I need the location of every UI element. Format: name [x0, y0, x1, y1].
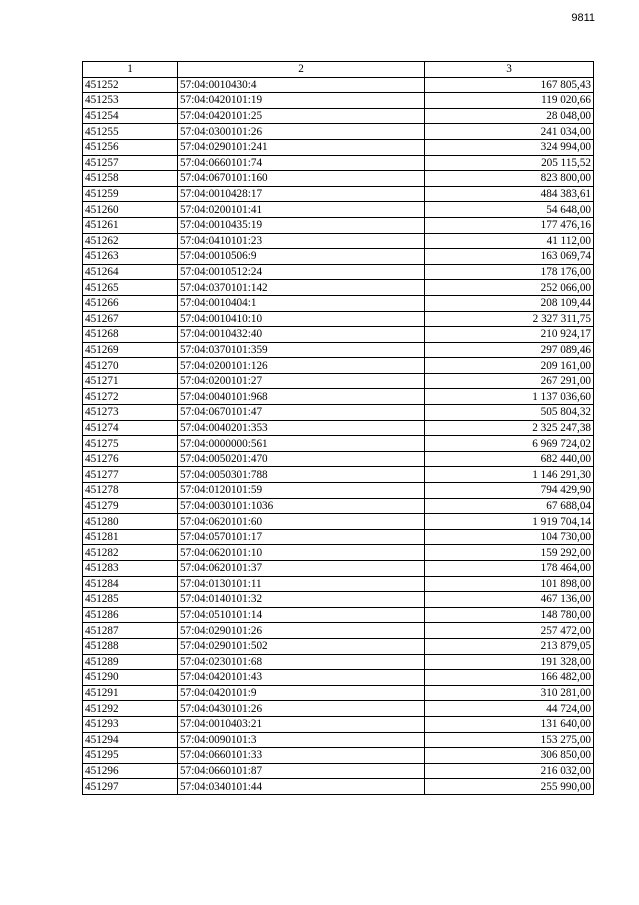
- table-row: [83, 280, 594, 296]
- table-row: [83, 342, 594, 358]
- record-number: 451295: [83, 748, 178, 764]
- cadastral-value: 104 730,00: [425, 529, 594, 545]
- cadastral-number: 57:04:0620101:10: [178, 545, 425, 561]
- record-number: 451265: [83, 280, 178, 296]
- table-row: [83, 77, 594, 93]
- cadastral-number: 57:04:0420101:25: [178, 108, 425, 124]
- record-number: 451278: [83, 483, 178, 499]
- cadastral-value: 54 648,00: [425, 202, 594, 218]
- cadastral-value: 153 275,00: [425, 732, 594, 748]
- table-row: [83, 670, 594, 686]
- table-row: [83, 389, 594, 405]
- table-row: [83, 202, 594, 218]
- cadastral-value: 205 115,52: [425, 155, 594, 171]
- cadastral-number: 57:04:0010430:4: [178, 77, 425, 93]
- table-row: [83, 514, 594, 530]
- record-number: 451288: [83, 638, 178, 654]
- cadastral-number: 57:04:0660101:74: [178, 155, 425, 171]
- table-row: [83, 139, 594, 155]
- cadastral-number: 57:04:0010432:40: [178, 327, 425, 343]
- table-row: [83, 685, 594, 701]
- record-number: 451270: [83, 358, 178, 374]
- table-row: [83, 295, 594, 311]
- cadastral-number: 57:04:0010403:21: [178, 716, 425, 732]
- record-number: 451272: [83, 389, 178, 405]
- cadastral-number: 57:04:0010428:17: [178, 186, 425, 202]
- table-row: [83, 498, 594, 514]
- cadastral-number: 57:04:0370101:142: [178, 280, 425, 296]
- record-number: 451279: [83, 498, 178, 514]
- record-number: 451277: [83, 467, 178, 483]
- record-number: 451285: [83, 592, 178, 608]
- cadastral-number: 57:04:0370101:359: [178, 342, 425, 358]
- cadastral-number: 57:04:0290101:241: [178, 139, 425, 155]
- cadastral-number: 57:04:0670101:47: [178, 405, 425, 421]
- cadastral-number: 57:04:0010404:1: [178, 295, 425, 311]
- table-row: [83, 779, 594, 795]
- cadastral-number: 57:04:0040101:968: [178, 389, 425, 405]
- cadastral-number: 57:04:0570101:17: [178, 529, 425, 545]
- table-row: [83, 748, 594, 764]
- table-row: [83, 311, 594, 327]
- cadastral-number: 57:04:0090101:3: [178, 732, 425, 748]
- cadastral-number: 57:04:0030101:1036: [178, 498, 425, 514]
- record-number: 451282: [83, 545, 178, 561]
- table-row: [83, 654, 594, 670]
- record-number: 451253: [83, 93, 178, 109]
- record-number: 451284: [83, 576, 178, 592]
- header-row: [83, 62, 594, 78]
- cadastral-value: 28 048,00: [425, 108, 594, 124]
- cadastral-value: 177 476,16: [425, 217, 594, 233]
- header-col-2: 2: [178, 62, 425, 78]
- cadastral-number: 57:04:0290101:502: [178, 638, 425, 654]
- record-number: 451264: [83, 264, 178, 280]
- record-number: 451254: [83, 108, 178, 124]
- record-number: 451255: [83, 124, 178, 140]
- cadastral-value: 159 292,00: [425, 545, 594, 561]
- table-row: [83, 233, 594, 249]
- cadastral-value: 178 176,00: [425, 264, 594, 280]
- cadastral-number: 57:04:0040201:353: [178, 420, 425, 436]
- record-number: 451291: [83, 685, 178, 701]
- cadastral-number: 57:04:0660101:87: [178, 763, 425, 779]
- table-row: [83, 763, 594, 779]
- record-number: 451267: [83, 311, 178, 327]
- table-row: [83, 529, 594, 545]
- record-number: 451271: [83, 373, 178, 389]
- cadastral-number: 57:04:0010506:9: [178, 249, 425, 265]
- table-header: [83, 62, 594, 78]
- cadastral-number: 57:04:0420101:19: [178, 93, 425, 109]
- cadastral-value: 306 850,00: [425, 748, 594, 764]
- cadastral-value: 484 383,61: [425, 186, 594, 202]
- table-row: [83, 249, 594, 265]
- table-row: [83, 545, 594, 561]
- cadastral-value: 167 805,43: [425, 77, 594, 93]
- header-col-1: 1: [83, 62, 178, 78]
- cadastral-value: 310 281,00: [425, 685, 594, 701]
- table-row: [83, 373, 594, 389]
- table-body: [83, 77, 594, 794]
- table-row: [83, 327, 594, 343]
- cadastral-value: 823 800,00: [425, 171, 594, 187]
- cadastral-value: 119 020,66: [425, 93, 594, 109]
- record-number: 451283: [83, 561, 178, 577]
- cadastral-number: 57:04:0410101:23: [178, 233, 425, 249]
- cadastral-value: 2 327 311,75: [425, 311, 594, 327]
- cadastral-number: 57:04:0010512:24: [178, 264, 425, 280]
- cadastral-number: 57:04:0230101:68: [178, 654, 425, 670]
- record-number: 451252: [83, 77, 178, 93]
- cadastral-value: 67 688,04: [425, 498, 594, 514]
- record-number: 451287: [83, 623, 178, 639]
- record-number: 451281: [83, 529, 178, 545]
- cadastral-number: 57:04:0050201:470: [178, 451, 425, 467]
- cadastral-number: 57:04:0420101:9: [178, 685, 425, 701]
- cadastral-number: 57:04:0420101:43: [178, 670, 425, 686]
- cadastral-value: 178 464,00: [425, 561, 594, 577]
- cadastral-value: 6 969 724,02: [425, 436, 594, 452]
- table-row: [83, 358, 594, 374]
- table-row: [83, 623, 594, 639]
- cadastral-value: 163 069,74: [425, 249, 594, 265]
- header-col-3: 3: [425, 62, 594, 78]
- record-number: 451269: [83, 342, 178, 358]
- cadastral-value: 1 137 036,60: [425, 389, 594, 405]
- table-row: [83, 638, 594, 654]
- cadastral-value: 252 066,00: [425, 280, 594, 296]
- cadastral-number: 57:04:0620101:37: [178, 561, 425, 577]
- record-number: 451289: [83, 654, 178, 670]
- cadastral-value: 267 291,00: [425, 373, 594, 389]
- table-row: [83, 171, 594, 187]
- cadastral-value: 297 089,46: [425, 342, 594, 358]
- cadastral-number: 57:04:0200101:27: [178, 373, 425, 389]
- cadastral-value: 682 440,00: [425, 451, 594, 467]
- table-row: [83, 186, 594, 202]
- cadastral-number: 57:04:0620101:60: [178, 514, 425, 530]
- cadastral-value: 241 034,00: [425, 124, 594, 140]
- record-number: 451296: [83, 763, 178, 779]
- record-number: 451292: [83, 701, 178, 717]
- registry-table: [82, 61, 594, 795]
- cadastral-value: 44 724,00: [425, 701, 594, 717]
- table-row: [83, 467, 594, 483]
- table-row: [83, 576, 594, 592]
- table-row: [83, 451, 594, 467]
- table-row: [83, 732, 594, 748]
- cadastral-value: 101 898,00: [425, 576, 594, 592]
- cadastral-number: 57:04:0510101:14: [178, 607, 425, 623]
- cadastral-number: 57:04:0130101:11: [178, 576, 425, 592]
- record-number: 451273: [83, 405, 178, 421]
- cadastral-value: 208 109,44: [425, 295, 594, 311]
- cadastral-value: 2 325 247,38: [425, 420, 594, 436]
- cadastral-value: 148 780,00: [425, 607, 594, 623]
- table-row: [83, 561, 594, 577]
- cadastral-value: 41 112,00: [425, 233, 594, 249]
- table-row: [83, 436, 594, 452]
- cadastral-number: 57:04:0200101:126: [178, 358, 425, 374]
- cadastral-number: 57:04:0120101:59: [178, 483, 425, 499]
- record-number: 451297: [83, 779, 178, 795]
- cadastral-number: 57:04:0200101:41: [178, 202, 425, 218]
- record-number: 451274: [83, 420, 178, 436]
- cadastral-value: 257 472,00: [425, 623, 594, 639]
- cadastral-value: 1 146 291,30: [425, 467, 594, 483]
- cadastral-value: 191 328,00: [425, 654, 594, 670]
- record-number: 451257: [83, 155, 178, 171]
- cadastral-number: 57:04:0010435:19: [178, 217, 425, 233]
- page-number: 9811: [571, 12, 595, 24]
- record-number: 451293: [83, 716, 178, 732]
- cadastral-value: 1 919 704,14: [425, 514, 594, 530]
- cadastral-value: 505 804,32: [425, 405, 594, 421]
- table-row: [83, 607, 594, 623]
- cadastral-value: 209 161,00: [425, 358, 594, 374]
- table-row: [83, 108, 594, 124]
- cadastral-number: 57:04:0290101:26: [178, 623, 425, 639]
- cadastral-number: 57:04:0430101:26: [178, 701, 425, 717]
- cadastral-number: 57:04:0010410:10: [178, 311, 425, 327]
- record-number: 451262: [83, 233, 178, 249]
- record-number: 451276: [83, 451, 178, 467]
- record-number: 451268: [83, 327, 178, 343]
- table-row: [83, 155, 594, 171]
- record-number: 451261: [83, 217, 178, 233]
- cadastral-value: 794 429,90: [425, 483, 594, 499]
- table-row: [83, 217, 594, 233]
- cadastral-value: 131 640,00: [425, 716, 594, 732]
- cadastral-number: 57:04:0340101:44: [178, 779, 425, 795]
- cadastral-number: 57:04:0660101:33: [178, 748, 425, 764]
- record-number: 451260: [83, 202, 178, 218]
- record-number: 451259: [83, 186, 178, 202]
- record-number: 451258: [83, 171, 178, 187]
- table-row: [83, 124, 594, 140]
- cadastral-value: 255 990,00: [425, 779, 594, 795]
- cadastral-number: 57:04:0000000:561: [178, 436, 425, 452]
- cadastral-number: 57:04:0670101:160: [178, 171, 425, 187]
- cadastral-number: 57:04:0050301:788: [178, 467, 425, 483]
- record-number: 451286: [83, 607, 178, 623]
- cadastral-value: 324 994,00: [425, 139, 594, 155]
- table-row: [83, 93, 594, 109]
- table-row: [83, 701, 594, 717]
- table-row: [83, 592, 594, 608]
- record-number: 451266: [83, 295, 178, 311]
- table-row: [83, 716, 594, 732]
- record-number: 451294: [83, 732, 178, 748]
- table-row: [83, 420, 594, 436]
- record-number: 451280: [83, 514, 178, 530]
- record-number: 451263: [83, 249, 178, 265]
- cadastral-value: 467 136,00: [425, 592, 594, 608]
- cadastral-value: 210 924,17: [425, 327, 594, 343]
- record-number: 451290: [83, 670, 178, 686]
- record-number: 451256: [83, 139, 178, 155]
- table-row: [83, 483, 594, 499]
- cadastral-value: 213 879,05: [425, 638, 594, 654]
- cadastral-number: 57:04:0300101:26: [178, 124, 425, 140]
- table-row: [83, 405, 594, 421]
- cadastral-number: 57:04:0140101:32: [178, 592, 425, 608]
- table-row: [83, 264, 594, 280]
- cadastral-value: 216 032,00: [425, 763, 594, 779]
- cadastral-value: 166 482,00: [425, 670, 594, 686]
- record-number: 451275: [83, 436, 178, 452]
